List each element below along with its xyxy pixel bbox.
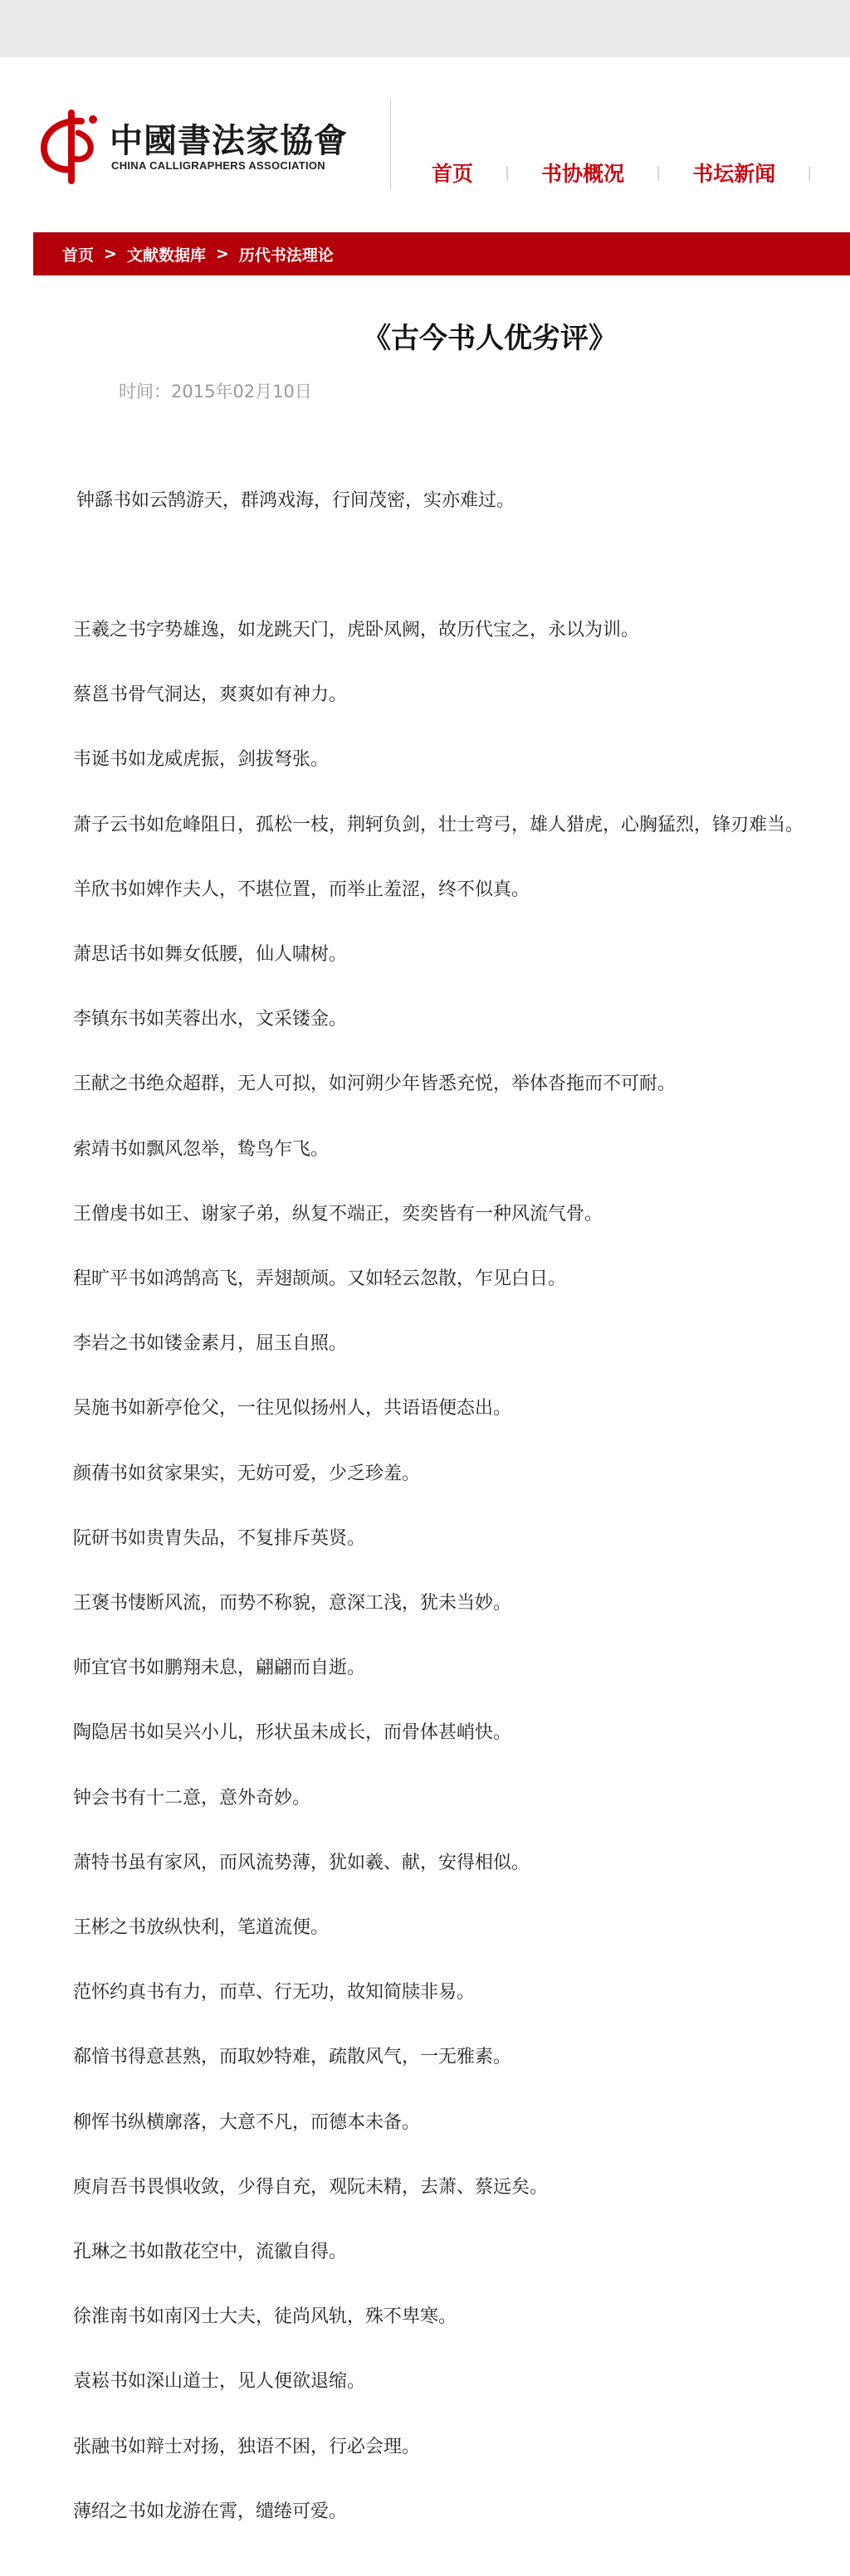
article-paragraph: 陶隐居书如吴兴小儿，形状虽未成长，而骨体甚峭快。 [73,1722,512,1743]
article-paragraph: 萧子云书如危峰阻日，孤松一枝，荆轲负剑，壮士弯弓，雄人猎虎，心胸猛烈，锋刃难当。 [73,815,804,835]
breadcrumb-separator: > [215,245,229,263]
article-paragraph: 羊欣书如婢作夫人，不堪位置，而举止羞涩，终不似真。 [73,879,530,900]
article-paragraph: 索靖书如飘风忽举，鸷鸟乍飞。 [73,1139,330,1160]
article-paragraph: 徐淮南书如南冈士大夫，徒尚风轨，殊不卑寒。 [73,2306,457,2327]
breadcrumb-database-link[interactable]: 文献数据库 [126,246,206,265]
time-label: 时间： [119,382,171,402]
article-paragraph: 王羲之书字势雄逸，如龙跳天门，虎卧凤阙，故历代宝之，永以为训。 [73,620,640,640]
article-paragraph: 李镇东书如芙蓉出水，文采镂金。 [73,1009,348,1030]
article-paragraph: 程旷平书如鸿鹄高飞，弄翅颉颃。又如轻云忽散，乍见白日。 [73,1269,567,1289]
nav-separator: | [807,163,813,182]
article-paragraph: 柳恽书纵横廓落，大意不凡，而德本未备。 [73,2112,421,2133]
article-paragraph: 钟会书有十二意，意外奇妙。 [73,1788,311,1809]
article-paragraph: 师宜官书如鹏翔未息，翩翩而自逝。 [73,1658,366,1678]
article-paragraph: 薄绍之书如龙游在霄，缱绻可爱。 [73,2501,348,2522]
article-title: 《古今书人优劣评》 [363,322,617,355]
article-paragraph: 王褒书悽断风流，而势不称貌，意深工浅，犹未当妙。 [73,1593,512,1614]
article-paragraph: 钟繇书如云鹄游天，群鸿戏海，行间茂密，实亦难过。 [76,490,515,511]
article-paragraph: 庾肩吾书畏惧收敛，少得自充，观阮未精，去萧、蔡远矣。 [73,2177,549,2198]
breadcrumb-separator: > [104,245,117,263]
article-paragraph: 吴施书如新亭伧父，一往见似扬州人，共语语便态出。 [73,1398,512,1419]
article-paragraph: 孔琳之书如散花空中，流徽自得。 [73,2242,348,2262]
nav-item-overview[interactable]: 书协概况 [541,162,625,186]
article-paragraph: 王献之书绝众超群，无人可拟，如河朔少年皆悉充悦，举体沓拖而不可耐。 [73,1074,677,1094]
article-paragraph: 蔡邕书骨气洞达，爽爽如有神力。 [73,684,348,705]
article-paragraph: 萧思话书如舞女低腰，仙人啸树。 [73,944,348,965]
article-paragraph: 袁崧书如深山道士，见人便欲退缩。 [73,2371,366,2392]
article-paragraph: 韦诞书如龙威虎振，剑拔弩张。 [73,749,330,770]
article-paragraph: 张融书如辩士对扬，独语不困，行必会理。 [73,2437,421,2457]
logo-english-text: CHINA CALLIGRAPHERS ASSOCIATION [111,159,325,172]
article-paragraph: 郗愔书得意甚熟，而取妙特难，疏散风气，一无雅素。 [73,2047,512,2067]
article-paragraph: 李岩之书如镂金素月，屈玉自照。 [73,1333,348,1354]
article-paragraph: 颜蒨书如贫家果实，无妨可爱，少乏珍羞。 [73,1463,421,1484]
article-paragraph: 王僧虔书如王、谢家子弟，纵复不端正，奕奕皆有一种风流气骨。 [73,1204,603,1225]
article-paragraph: 王彬之书放纵快利，笔道流便。 [73,1917,330,1938]
logo-chinese-text: 中國書法家協會 [110,121,348,160]
article-paragraph: 萧特书虽有家风，而风流势薄，犹如羲、献，安得相似。 [73,1853,530,1873]
nav-separator: | [656,163,662,182]
article-paragraph: 阮研书如贵胄失品，不复排斥英贤。 [73,1528,366,1549]
nav-item-home[interactable]: 首页 [432,162,474,186]
breadcrumb-home-link[interactable]: 首页 [62,246,95,265]
publish-date: 2015年02月10日 [171,382,312,402]
article-paragraph: 范怀约真书有力，而草、行无功，故知简牍非易。 [73,1982,476,2003]
nav-separator: | [505,163,510,182]
breadcrumb-current-link[interactable]: 历代书法理论 [238,246,334,265]
nav-item-news[interactable]: 书坛新闻 [692,162,776,186]
